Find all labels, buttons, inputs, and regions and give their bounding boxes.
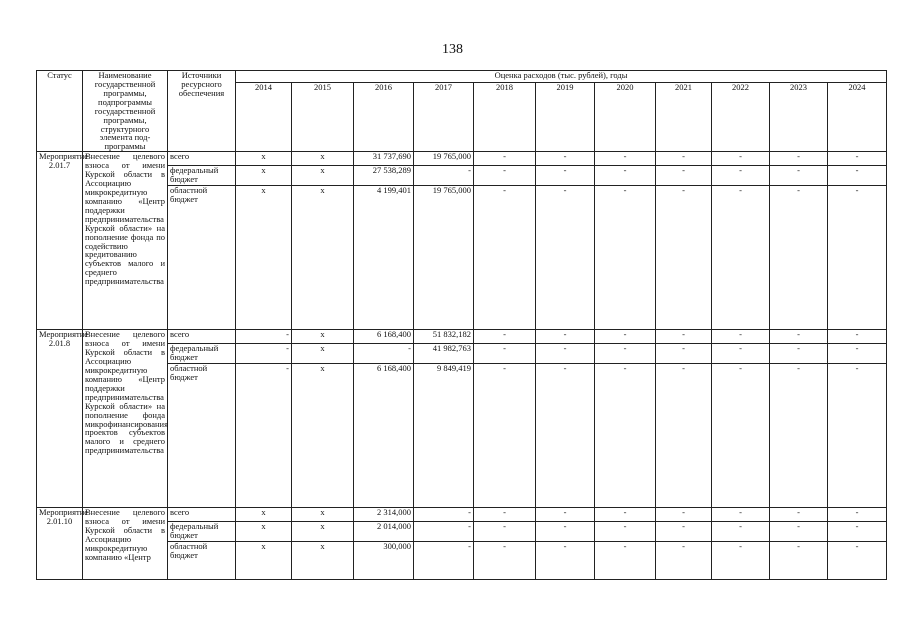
value-cell: - xyxy=(536,522,595,542)
value-cell: x xyxy=(292,152,354,166)
value-cell: - xyxy=(595,542,656,580)
value-cell: 300,000 xyxy=(354,542,414,580)
value-cell: 19 765,000 xyxy=(414,152,474,166)
value-cell: - xyxy=(770,186,828,330)
value-cell: - xyxy=(474,152,536,166)
value-cell: x xyxy=(292,364,354,508)
value-cell: - xyxy=(656,152,712,166)
value-cell: - xyxy=(474,186,536,330)
value-cell: - xyxy=(474,344,536,364)
year-header: 2014 xyxy=(236,83,292,152)
value-cell: 27 538,289 xyxy=(354,166,414,186)
value-cell: - xyxy=(712,542,770,580)
value-cell: 2 014,000 xyxy=(354,522,414,542)
value-cell: - xyxy=(770,166,828,186)
source-cell: всего xyxy=(168,152,236,166)
value-cell: - xyxy=(828,508,887,522)
year-header: 2018 xyxy=(474,83,536,152)
source-cell: областной бюджет xyxy=(168,186,236,330)
value-cell: 6 168,400 xyxy=(354,330,414,344)
value-cell: - xyxy=(236,364,292,508)
value-cell: - xyxy=(414,542,474,580)
value-cell: - xyxy=(770,152,828,166)
value-cell: - xyxy=(474,522,536,542)
value-cell: - xyxy=(595,344,656,364)
value-cell: - xyxy=(595,364,656,508)
value-cell: - xyxy=(828,330,887,344)
source-cell: областной бюджет xyxy=(168,364,236,508)
value-cell: x xyxy=(292,344,354,364)
source-cell: федеральный бюджет xyxy=(168,522,236,542)
table-row xyxy=(37,508,887,522)
value-cell: 19 765,000 xyxy=(414,186,474,330)
value-cell: - xyxy=(770,344,828,364)
year-header: 2019 xyxy=(536,83,595,152)
value-cell: - xyxy=(536,166,595,186)
status-cell: Мероприятие 2.01.8 xyxy=(37,330,83,508)
value-cell: - xyxy=(474,542,536,580)
value-cell: x xyxy=(236,508,292,522)
value-cell: - xyxy=(770,330,828,344)
value-cell: - xyxy=(656,522,712,542)
value-cell: - xyxy=(770,364,828,508)
value-cell: 31 737,690 xyxy=(354,152,414,166)
value-cell: - xyxy=(712,508,770,522)
value-cell: - xyxy=(656,344,712,364)
value-cell: - xyxy=(712,166,770,186)
value-cell: - xyxy=(770,508,828,522)
value-cell: x xyxy=(236,186,292,330)
value-cell: - xyxy=(656,330,712,344)
value-cell: - xyxy=(656,508,712,522)
value-cell: 6 168,400 xyxy=(354,364,414,508)
value-cell: - xyxy=(536,152,595,166)
value-cell: - xyxy=(595,152,656,166)
value-cell: - xyxy=(828,364,887,508)
year-header: 2024 xyxy=(828,83,887,152)
value-cell: x xyxy=(292,508,354,522)
table-row xyxy=(37,152,887,166)
name-cell: Внесение целевого взноса от имени Курской области в Ассоциацию микрокредитную компанию «Центр поддержки предпринимательства Курской области» на пополнение фонда по содействию кредитованию субъектов малого и среднего предпринимательства xyxy=(83,152,168,330)
budget-table xyxy=(36,70,887,580)
year-header: 2015 xyxy=(292,83,354,152)
name-cell: Внесение целевого взноса от имени Курской области в Ассоциацию микрокредитную компанию «Центр поддержки предпринимательства Курской области» на пополнение фонда микрофинансирования проектов субъектов малого и среднего предпринимательства xyxy=(83,330,168,508)
value-cell: x xyxy=(236,152,292,166)
table-body xyxy=(37,152,887,580)
value-cell: - xyxy=(770,542,828,580)
value-cell: - xyxy=(236,330,292,344)
value-cell: - xyxy=(595,508,656,522)
status-cell: Мероприятие 2.01.7 xyxy=(37,152,83,330)
name-cell: Внесение целевого взноса от имени Курской области в Ассоциацию микрокредитную компанию «Центр xyxy=(83,508,168,580)
header-status: Статус xyxy=(37,71,83,152)
value-cell: - xyxy=(595,186,656,330)
year-header: 2021 xyxy=(656,83,712,152)
value-cell: - xyxy=(414,166,474,186)
value-cell: x xyxy=(292,186,354,330)
source-cell: областной бюджет xyxy=(168,542,236,580)
value-cell: - xyxy=(656,166,712,186)
value-cell: - xyxy=(414,508,474,522)
value-cell: - xyxy=(712,522,770,542)
value-cell: - xyxy=(828,166,887,186)
value-cell: x xyxy=(236,542,292,580)
value-cell: - xyxy=(828,344,887,364)
source-cell: всего xyxy=(168,330,236,344)
value-cell: - xyxy=(656,186,712,330)
year-header: 2017 xyxy=(414,83,474,152)
value-cell: - xyxy=(536,542,595,580)
value-cell: x xyxy=(236,522,292,542)
value-cell: x xyxy=(292,330,354,344)
source-cell: федеральный бюджет xyxy=(168,166,236,186)
value-cell: - xyxy=(474,166,536,186)
value-cell: - xyxy=(656,542,712,580)
value-cell: - xyxy=(354,344,414,364)
value-cell: x xyxy=(292,166,354,186)
value-cell: - xyxy=(536,344,595,364)
value-cell: - xyxy=(474,330,536,344)
value-cell: - xyxy=(712,186,770,330)
value-cell: - xyxy=(595,522,656,542)
table-row xyxy=(37,330,887,344)
value-cell: 4 199,401 xyxy=(354,186,414,330)
source-cell: всего xyxy=(168,508,236,522)
header-row xyxy=(37,71,887,83)
value-cell: 51 832,182 xyxy=(414,330,474,344)
value-cell: - xyxy=(712,344,770,364)
value-cell: - xyxy=(595,330,656,344)
value-cell: - xyxy=(536,330,595,344)
value-cell: 2 314,000 xyxy=(354,508,414,522)
value-cell: - xyxy=(770,522,828,542)
value-cell: - xyxy=(828,152,887,166)
value-cell: - xyxy=(536,186,595,330)
value-cell: - xyxy=(536,364,595,508)
value-cell: - xyxy=(595,166,656,186)
year-header: 2016 xyxy=(354,83,414,152)
value-cell: x xyxy=(292,522,354,542)
value-cell: - xyxy=(828,522,887,542)
year-header: 2020 xyxy=(595,83,656,152)
value-cell: - xyxy=(474,364,536,508)
source-cell: федеральный бюджет xyxy=(168,344,236,364)
value-cell: - xyxy=(828,186,887,330)
value-cell: - xyxy=(236,344,292,364)
value-cell: - xyxy=(414,522,474,542)
value-cell: - xyxy=(474,508,536,522)
header-estimate: Оценка расходов (тыс. рублей), годы xyxy=(236,71,887,83)
value-cell: - xyxy=(712,364,770,508)
value-cell: 41 982,763 xyxy=(414,344,474,364)
header-sources: Источники ресурсного обеспечения xyxy=(168,71,236,152)
value-cell: - xyxy=(656,364,712,508)
value-cell: - xyxy=(712,330,770,344)
value-cell: x xyxy=(292,542,354,580)
value-cell: - xyxy=(828,542,887,580)
year-header: 2022 xyxy=(712,83,770,152)
value-cell: x xyxy=(236,166,292,186)
status-cell: Мероприятие 2.01.10 xyxy=(37,508,83,580)
value-cell: 9 849,419 xyxy=(414,364,474,508)
value-cell: - xyxy=(536,508,595,522)
header-name: Наименование государственной программы, подпрограммы государственной программы, структурного элемента под-программы xyxy=(83,71,168,152)
page-number: 138 xyxy=(442,42,463,57)
value-cell: - xyxy=(712,152,770,166)
year-header: 2023 xyxy=(770,83,828,152)
